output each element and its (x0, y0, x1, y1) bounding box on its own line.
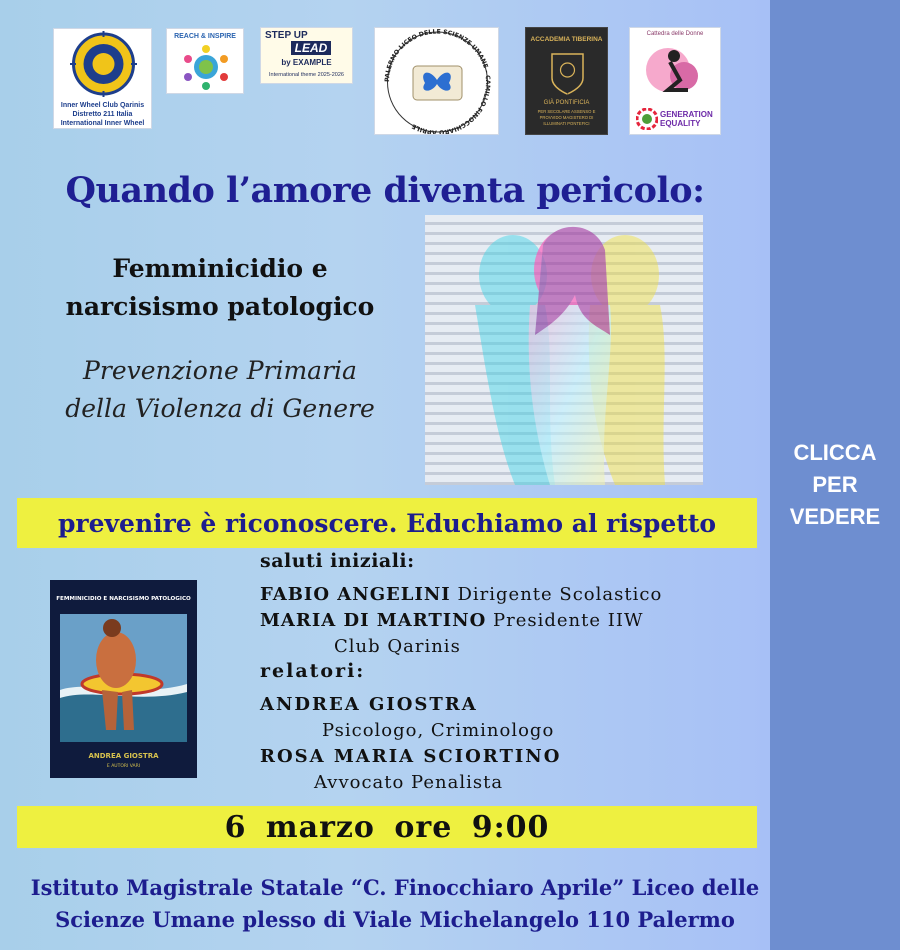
inner-wheel-logo (53, 28, 152, 129)
page-title: Quando l’amore diventa pericolo: (65, 170, 705, 211)
speaker-2-name-text: ROSA MARIA SCIORTINO (260, 746, 562, 767)
event-venue (0, 872, 770, 936)
hero-illustration (425, 215, 703, 485)
reach-inspire-logo (166, 28, 244, 94)
iiw-line2: Distretto 211 Italia (72, 111, 133, 118)
cattedra-donne-logo (629, 27, 721, 135)
accademia-sub1: GIÀ PONTIFICIA (543, 100, 590, 106)
venue-line2: Scienze Umane plesso di Viale Michelangelo 110 Palermo (55, 907, 735, 932)
speaker-2-role: Avvocato Penalista (314, 772, 504, 793)
stepup-line2: LEAD (291, 41, 331, 55)
greeter-2-name: MARIA DI MARTINO (260, 610, 487, 631)
stepup-line1: STEP UP (265, 30, 308, 41)
stepup-theme: International theme 2025-2026 (269, 72, 344, 78)
cta-line1: CLICCA (793, 440, 877, 465)
click-to-view-panel[interactable] (770, 0, 900, 950)
greetings-label: saluti iniziali: (260, 550, 415, 572)
tagline-line2: della Violenza di Genere (65, 394, 375, 423)
book-cover-art (50, 580, 197, 778)
tagline-line1: Prevenzione Primaria (83, 356, 357, 385)
event-subtitle (20, 250, 420, 326)
accademia-sub2: PER SECOLARE ASSENSO E PROVVIDO MAGISTERO DI ILLUMINATI PONTEFICI (537, 109, 596, 126)
book-cover (50, 580, 197, 778)
book-authors-sub: E AUTORI VARI (106, 764, 141, 769)
people-circle-icon (167, 43, 244, 93)
subtitle-line2: narcisismo patologico (65, 292, 375, 321)
speakers-label: relatori: (260, 660, 366, 682)
step-up-lead-logo (260, 27, 353, 84)
cta-line2: PER (812, 472, 858, 497)
venue-line1: Istituto Magistrale Statale “C. Finocchiaro Aprile” Liceo delle (30, 875, 760, 900)
subtitle-line1: Femminicidio e (112, 254, 328, 283)
event-tagline (20, 352, 420, 428)
greeter-1-name: FABIO ANGELINI (260, 584, 451, 605)
greeter-2 (260, 610, 643, 631)
click-to-view-label[interactable] (775, 437, 895, 533)
book-author: ANDREA GIOSTRA (88, 752, 159, 760)
speaker-2-name (260, 746, 561, 767)
woman-figure-icon (630, 42, 721, 102)
greeter-1-role: Dirigente Scolastico (457, 584, 663, 605)
greeter-1 (260, 584, 662, 605)
iiw-line3: International Inner Wheel (60, 120, 145, 127)
stepup-line3: by EXAMPLE (281, 58, 332, 67)
book-title: FEMMINICIDIO E NARCISISMO PATOLOGICO (56, 596, 191, 602)
cattedra-title: Cattedra delle Donne (646, 31, 704, 37)
event-date-band: 6 marzo ore 9:00 (17, 806, 757, 848)
speaker-1-name-text: ANDREA GIOSTRA (260, 694, 478, 715)
speaker-1-name (260, 694, 478, 715)
liceo-seal-text: PALERMO LICEO DELLE SCIENZE UMANE - CAMILLO FINOCCHIARO APRILE (383, 28, 492, 136)
speaker-1-role: Psicologo, Criminologo (322, 720, 555, 741)
cta-line3: VEDERE (789, 504, 881, 529)
greeter-2-role: Presidente IIW (493, 610, 644, 631)
butterfly-seal-icon (375, 28, 499, 135)
iiw-line1: Inner Wheel Club Qarinis (60, 102, 145, 109)
motto-band: prevenire è riconoscere. Educhiamo al rispetto (17, 498, 757, 548)
sdg-wheel-icon (636, 108, 658, 130)
greeter-2-role2: Club Qarinis (334, 636, 461, 657)
accademia-title: ACCADEMIA TIBERINA (530, 36, 603, 43)
crest-icon (526, 48, 608, 98)
liceo-seal-logo (374, 27, 499, 135)
generation-equality-badge: GENERATION EQUALITY (660, 110, 713, 128)
inner-wheel-emblem-icon (54, 29, 152, 99)
accademia-tiberina-logo (525, 27, 608, 135)
reach-inspire-text: REACH & INSPIRE (174, 33, 236, 40)
